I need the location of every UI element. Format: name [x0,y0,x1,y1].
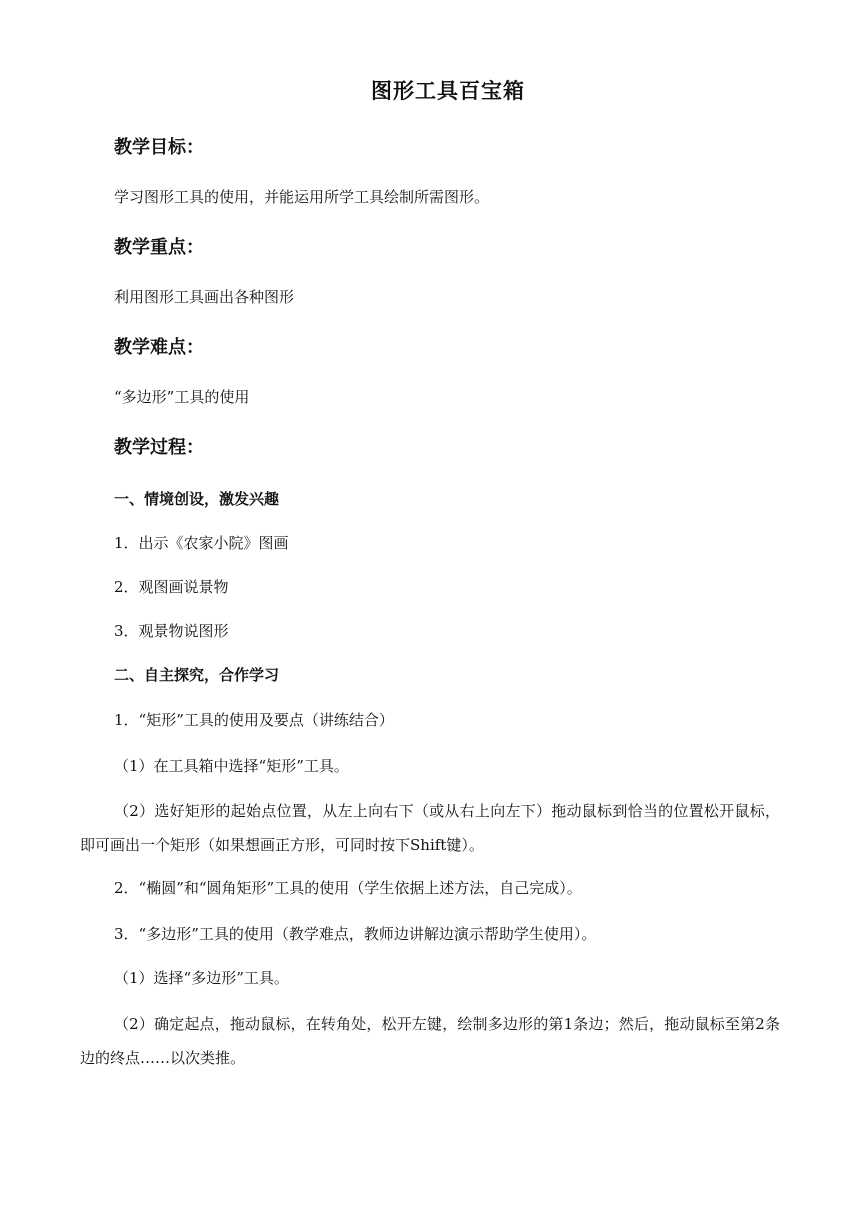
difficulty-text: “多边形”工具的使用 [114,388,250,406]
difficulty-heading: 教学难点： [114,337,204,358]
document-title: 图形工具百宝箱 [371,79,525,103]
key-point-heading: 教学重点： [114,237,204,258]
polygon-tool-item: 3．“多边形”工具的使用（教学难点，教师边讲解边演示帮助学生使用）。 [114,925,597,943]
polygon-step-1: （1）选择“多边形”工具。 [114,969,289,987]
objective-heading: 教学目标： [114,137,204,158]
rectangle-step-1: （1）在工具箱中选择“矩形”工具。 [114,757,349,775]
part1-item-2: 2．观图画说景物 [114,578,229,596]
key-point-text: 利用图形工具画出各种图形 [114,288,295,306]
objective-text: 学习图形工具的使用，并能运用所学工具绘制所需图形。 [114,188,490,206]
part2-heading: 二、自主探究，合作学习 [114,666,280,684]
process-heading: 教学过程： [114,437,204,458]
ellipse-tool-item: 2．“椭圆”和“圆角矩形”工具的使用（学生依据上述方法，自己完成）。 [114,879,582,897]
part1-item-1: 1．出示《农家小院》图画 [114,534,289,552]
rectangle-step-2: （2）选好矩形的起始点位置，从左上向右下（或从右上向左下）拖动鼠标到恰当的位置松开鼠标，即可画出一个矩形（如果想画正方形，可同时按下Shift键）。 [80,802,780,854]
part1-heading: 一、情境创设，激发兴趣 [114,490,280,508]
part1-item-3: 3．观景物说图形 [114,622,229,640]
rectangle-tool-item: 1．“矩形”工具的使用及要点（讲练结合） [114,711,394,729]
polygon-step-2: （2）确定起点，拖动鼠标，在转角处，松开左键，绘制多边形的第1条边；然后，拖动鼠标至第2条边的终点……以次类推。 [80,1015,780,1067]
